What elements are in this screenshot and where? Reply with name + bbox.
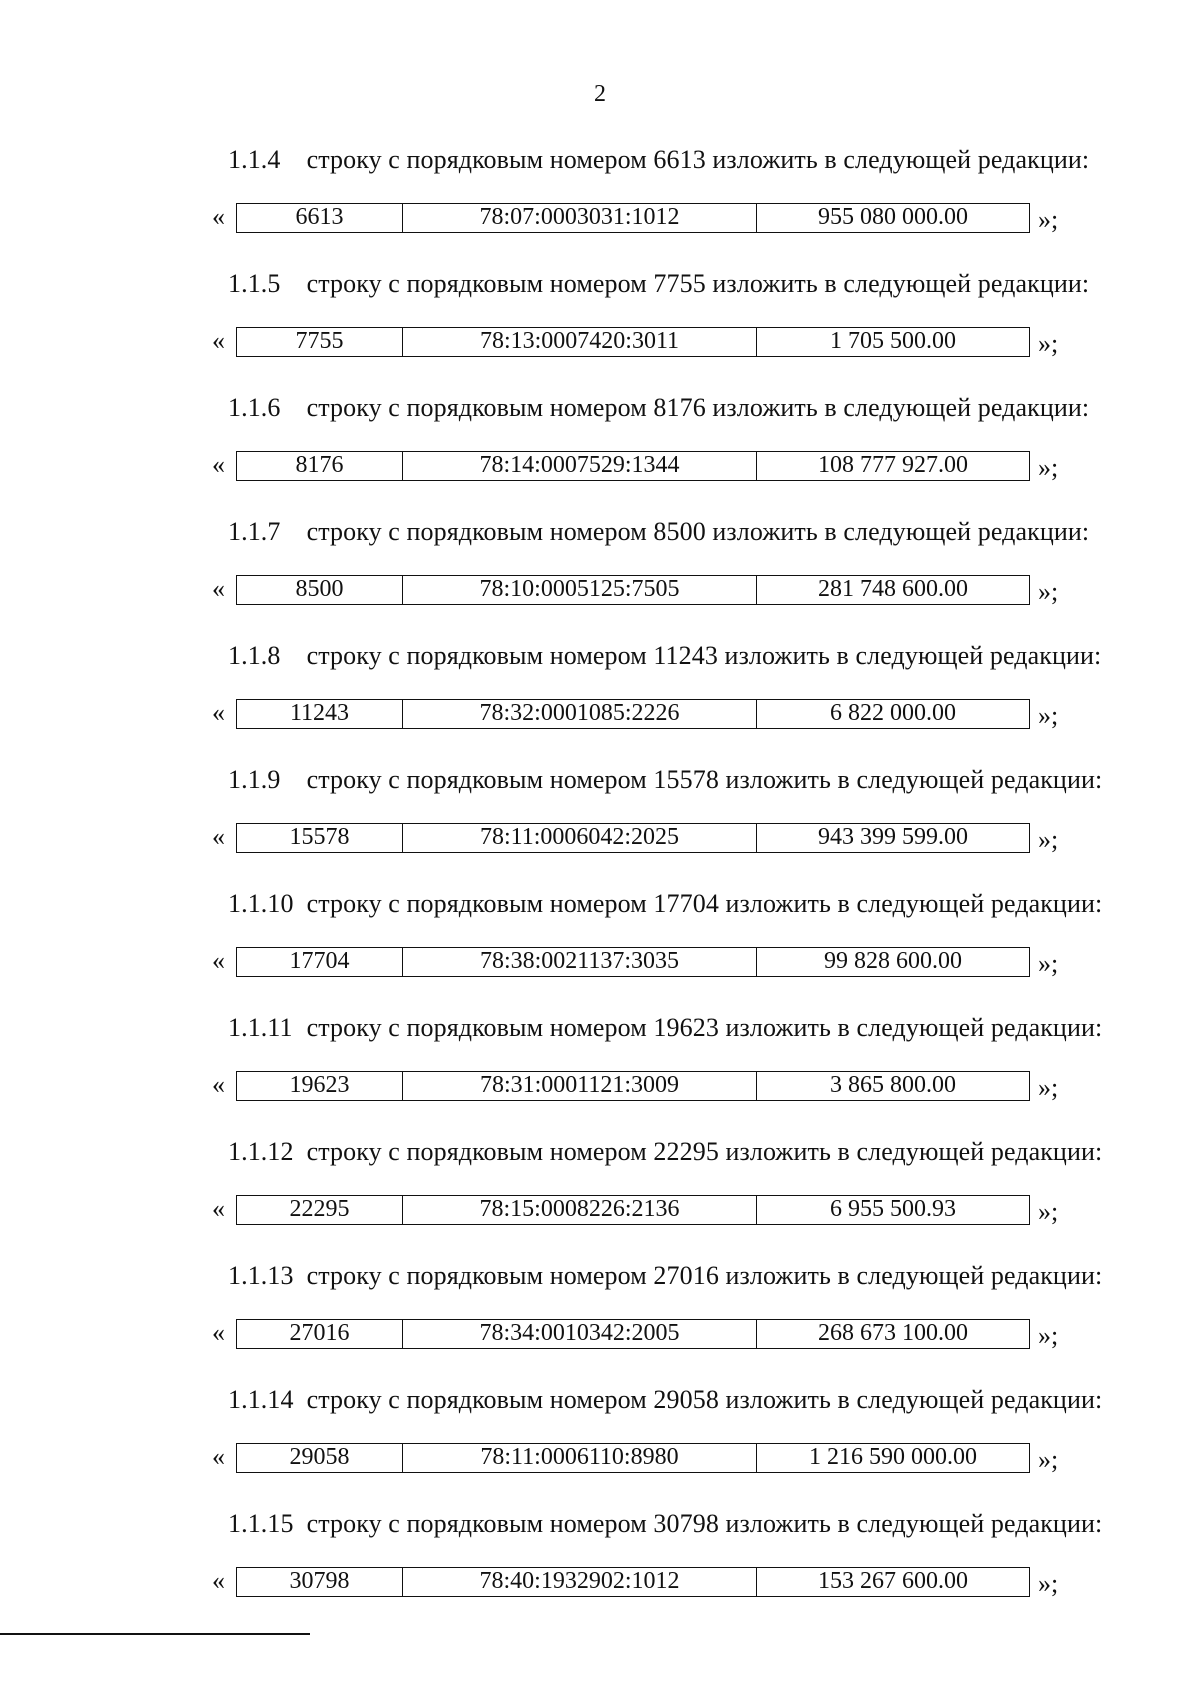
amendment-item	[0, 1261, 1200, 1385]
replacement-row	[236, 327, 1030, 357]
amendment-text: строку с порядковым номером 15578 изложить в следующей редакции:	[306, 765, 1103, 794]
opening-quote: «	[212, 946, 225, 975]
amendment-heading	[228, 269, 1089, 299]
amendment-number: 1.1.15	[228, 1509, 294, 1538]
amendment-text: строку с порядковым номером 7755 изложить в следующей редакции:	[306, 269, 1090, 298]
amendment-number: 1.1.12	[228, 1137, 294, 1166]
closing-quote: »;	[1038, 949, 1059, 978]
amendment-heading	[228, 1137, 1102, 1167]
cadastral-number-cell: 78:38:0021137:3035	[402, 948, 756, 976]
cadastral-number-cell: 78:13:0007420:3011	[402, 328, 756, 356]
cadastral-value-cell: 6 822 000.00	[756, 700, 1029, 728]
row-number-cell: 7755	[295, 328, 344, 354]
amendment-text: строку с порядковым номером 29058 изложить в следующей редакции:	[306, 1385, 1103, 1414]
amendment-number: 1.1.7	[228, 517, 281, 546]
page-number: 2	[594, 81, 606, 107]
cadastral-value-cell: 955 080 000.00	[756, 204, 1029, 232]
opening-quote: «	[212, 698, 225, 727]
opening-quote: «	[212, 202, 225, 231]
cadastral-value-cell: 1 705 500.00	[756, 328, 1029, 356]
replacement-row	[236, 1319, 1030, 1349]
closing-quote: »;	[1038, 825, 1059, 854]
replacement-row	[236, 699, 1030, 729]
amendment-heading	[228, 393, 1089, 423]
closing-quote: »;	[1038, 1321, 1059, 1350]
amendment-heading	[228, 1013, 1102, 1043]
replacement-row	[236, 823, 1030, 853]
cadastral-number-cell: 78:32:0001085:2226	[402, 700, 756, 728]
cadastral-number-cell: 78:40:1932902:1012	[402, 1568, 756, 1596]
row-number-cell: 29058	[289, 1444, 350, 1470]
amendment-text: строку с порядковым номером 8500 изложить в следующей редакции:	[306, 517, 1090, 546]
opening-quote: «	[212, 1318, 225, 1347]
replacement-row	[236, 1443, 1030, 1473]
row-number-cell: 19623	[289, 1072, 350, 1098]
row-number-cell: 11243	[289, 700, 350, 726]
amendment-number: 1.1.4	[228, 145, 281, 174]
cadastral-number-cell: 78:11:0006110:8980	[402, 1444, 756, 1472]
amendment-heading	[228, 641, 1101, 671]
cadastral-value-cell: 6 955 500.93	[756, 1196, 1029, 1224]
amendment-heading	[228, 1509, 1102, 1539]
cadastral-value-cell: 268 673 100.00	[756, 1320, 1029, 1348]
amendment-item	[0, 517, 1200, 641]
replacement-row	[236, 203, 1030, 233]
amendment-heading	[228, 1261, 1102, 1291]
cadastral-number-cell: 78:11:0006042:2025	[402, 824, 756, 852]
amendment-item	[0, 641, 1200, 765]
closing-quote: »;	[1038, 1569, 1059, 1598]
amendment-text: строку с порядковым номером 6613 изложить в следующей редакции:	[306, 145, 1090, 174]
row-number-cell: 30798	[289, 1568, 350, 1594]
amendment-item	[0, 765, 1200, 889]
amendment-item	[0, 1013, 1200, 1137]
opening-quote: «	[212, 1442, 225, 1471]
amendment-number: 1.1.9	[228, 765, 281, 794]
amendment-heading	[228, 1385, 1102, 1415]
amendment-heading	[228, 517, 1089, 547]
row-number-cell: 22295	[289, 1196, 350, 1222]
closing-quote: »;	[1038, 1445, 1059, 1474]
opening-quote: «	[212, 450, 225, 479]
amendment-heading	[228, 765, 1102, 795]
amendment-text: строку с порядковым номером 11243 изложить в следующей редакции:	[306, 641, 1102, 670]
amendment-number: 1.1.10	[228, 889, 294, 918]
replacement-row	[236, 1071, 1030, 1101]
row-number-cell: 6613	[295, 204, 344, 230]
replacement-row	[236, 575, 1030, 605]
row-number-cell: 27016	[289, 1320, 350, 1346]
cadastral-number-cell: 78:34:0010342:2005	[402, 1320, 756, 1348]
closing-quote: »;	[1038, 453, 1059, 482]
amendment-item	[0, 145, 1200, 269]
closing-quote: »;	[1038, 1073, 1059, 1102]
row-number-cell: 15578	[289, 824, 350, 850]
amendment-item	[0, 269, 1200, 393]
amendment-number: 1.1.5	[228, 269, 281, 298]
opening-quote: «	[212, 1070, 225, 1099]
closing-quote: »;	[1038, 205, 1059, 234]
row-number-cell: 17704	[289, 948, 350, 974]
cadastral-value-cell: 1 216 590 000.00	[756, 1444, 1029, 1472]
amendment-item	[0, 393, 1200, 517]
replacement-row	[236, 451, 1030, 481]
amendment-item	[0, 1385, 1200, 1509]
cadastral-number-cell: 78:15:0008226:2136	[402, 1196, 756, 1224]
amendment-number: 1.1.13	[228, 1261, 294, 1290]
amendment-text: строку с порядковым номером 19623 изложить в следующей редакции:	[306, 1013, 1103, 1042]
cadastral-number-cell: 78:14:0007529:1344	[402, 452, 756, 480]
opening-quote: «	[212, 822, 225, 851]
cadastral-value-cell: 108 777 927.00	[756, 452, 1029, 480]
amendment-number: 1.1.14	[228, 1385, 294, 1414]
amendment-number: 1.1.8	[228, 641, 281, 670]
amendment-item	[0, 889, 1200, 1013]
amendment-number: 1.1.11	[228, 1013, 293, 1042]
cadastral-value-cell: 943 399 599.00	[756, 824, 1029, 852]
row-number-cell: 8176	[295, 452, 344, 478]
cadastral-value-cell: 153 267 600.00	[756, 1568, 1029, 1596]
replacement-row	[236, 1195, 1030, 1225]
amendment-text: строку с порядковым номером 27016 изложить в следующей редакции:	[306, 1261, 1103, 1290]
amendment-item	[0, 1509, 1200, 1633]
amendment-heading	[228, 145, 1089, 175]
cadastral-number-cell: 78:10:0005125:7505	[402, 576, 756, 604]
closing-quote: »;	[1038, 329, 1059, 358]
amendment-text: строку с порядковым номером 30798 изложить в следующей редакции:	[306, 1509, 1103, 1538]
cadastral-number-cell: 78:31:0001121:3009	[402, 1072, 756, 1100]
replacement-row	[236, 947, 1030, 977]
cadastral-value-cell: 99 828 600.00	[756, 948, 1029, 976]
closing-quote: »;	[1038, 1197, 1059, 1226]
amendment-text: строку с порядковым номером 22295 изложить в следующей редакции:	[306, 1137, 1103, 1166]
closing-quote: »;	[1038, 577, 1059, 606]
amendment-heading	[228, 889, 1102, 919]
replacement-row	[236, 1567, 1030, 1597]
opening-quote: «	[212, 326, 225, 355]
amendment-number: 1.1.6	[228, 393, 281, 422]
opening-quote: «	[212, 1566, 225, 1595]
closing-quote: »;	[1038, 701, 1059, 730]
cadastral-value-cell: 3 865 800.00	[756, 1072, 1029, 1100]
amendment-item	[0, 1137, 1200, 1261]
opening-quote: «	[212, 1194, 225, 1223]
opening-quote: «	[212, 574, 225, 603]
cadastral-number-cell: 78:07:0003031:1012	[402, 204, 756, 232]
row-number-cell: 8500	[295, 576, 344, 602]
footnote-rule	[0, 1633, 310, 1635]
cadastral-value-cell: 281 748 600.00	[756, 576, 1029, 604]
amendment-text: строку с порядковым номером 8176 изложить в следующей редакции:	[306, 393, 1090, 422]
amendment-text: строку с порядковым номером 17704 изложить в следующей редакции:	[306, 889, 1103, 918]
